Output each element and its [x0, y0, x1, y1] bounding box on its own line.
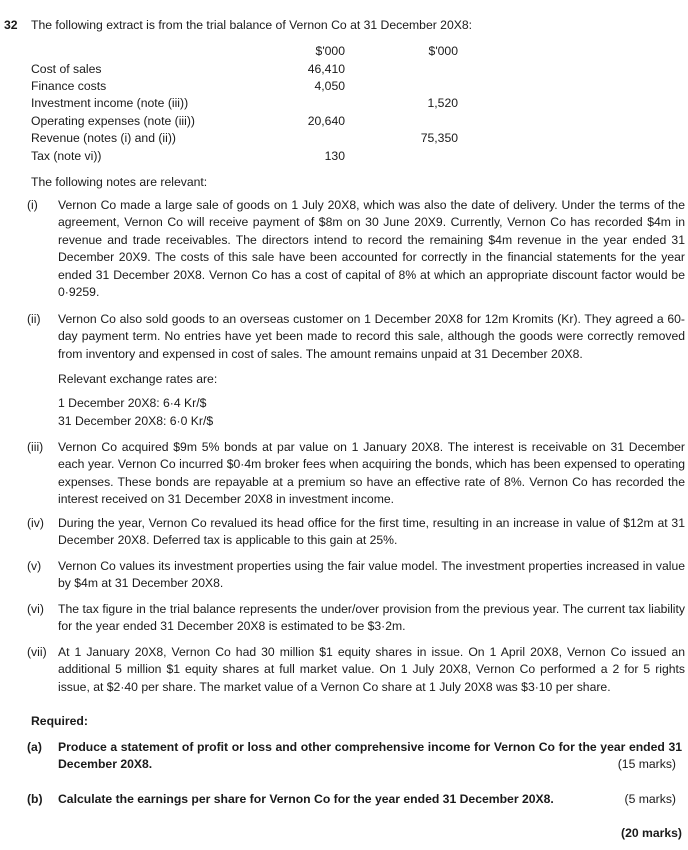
- note-number: (iv): [27, 516, 44, 530]
- exchange-rate: 31 December 20X8: 6·0 Kr/$: [58, 414, 214, 428]
- tb-row-debit: 46,410: [307, 62, 345, 76]
- note-item: [27, 644, 685, 696]
- note-number: (vi): [27, 602, 44, 616]
- note-number: (v): [27, 559, 42, 573]
- tb-row-credit: 75,350: [420, 131, 458, 145]
- note-text: Vernon Co acquired $9m 5% bonds at par value on 1 January 20X8. The interest is receivable on 31 December each year. Vernon Co incurred $0·4m broker fees when acquiring the bonds, which has been expensed to operating expenses. These bonds are repayable at a premium so have an effective rate of 8%. Vernon Co has recorded the interest received on 31 December 20X8 in investment income.: [58, 440, 685, 507]
- required-part-text: Calculate the earnings per share for Vernon Co for the year ended 31 December 20X8.: [58, 792, 554, 806]
- required-heading: Required:: [31, 714, 88, 728]
- required-part: [27, 739, 682, 773]
- tb-row-label: Investment income (note (iii)): [31, 96, 189, 110]
- tb-row-label: Operating expenses (note (iii)): [31, 114, 195, 128]
- required-part-number: (a): [27, 740, 42, 754]
- tb-header-debit: $'000: [315, 44, 345, 58]
- note-number: (ii): [27, 312, 41, 326]
- note-number: (vii): [27, 645, 47, 659]
- note-text: Vernon Co also sold goods to an overseas customer on 1 December 20X8 for 12m Kromits (Kr). They agreed a 60-day payment term. No entries have yet been made to record this sale, although the goods were correctly removed from inventory and expensed in cost of sales. The amount remains unpaid at 31 December 20X8.: [58, 312, 685, 361]
- tb-row-debit: 20,640: [307, 114, 345, 128]
- tb-row-debit: 4,050: [314, 79, 345, 93]
- tb-row-label: Revenue (notes (i) and (ii)): [31, 131, 176, 145]
- note-text: The tax figure in the trial balance represents the under/over provision from the previous year. The current tax liability for the year ended 31 December 20X8 is estimated to be $3·2m.: [58, 602, 685, 634]
- note-text: At 1 January 20X8, Vernon Co had 30 million $1 equity shares in issue. On 1 April 20X8, Vernon Co issued an additional 5 million $1 equity shares at full market value. On 1 July 20X8, Vernon Co performed a 2 for 5 rights issue, at $2·40 per share. The market value of a Vernon Co share at 1 July 20X8 was $3·10 per share.: [58, 645, 685, 694]
- note-item: [27, 439, 685, 509]
- tb-row-label: Cost of sales: [31, 62, 102, 76]
- note-item: [27, 601, 685, 636]
- note-item: [27, 558, 685, 593]
- note-text: During the year, Vernon Co revalued its head office for the first time, resulting in an increase in value of $12m at 31 December 20X8. Deferred tax is applicable to this gain at 25%.: [58, 516, 685, 548]
- question-number: 32: [4, 18, 18, 32]
- required-part: [27, 791, 682, 808]
- note-text: Vernon Co values its investment properties using the fair value model. The investment properties increased in value by $4m at 31 December 20X8.: [58, 559, 685, 591]
- notes-intro: The following notes are relevant:: [31, 175, 208, 189]
- note-number: (iii): [27, 440, 44, 454]
- tb-header-credit: $'000: [428, 44, 458, 58]
- required-part-marks: (5 marks): [624, 792, 676, 806]
- exchange-rate: 1 December 20X8: 6·4 Kr/$: [58, 396, 207, 410]
- question-intro: The following extract is from the trial balance of Vernon Co at 31 December 20X8:: [31, 18, 473, 32]
- total-marks: (20 marks): [621, 826, 682, 840]
- tb-row-credit: 1,520: [427, 96, 458, 110]
- required-part-text: Produce a statement of profit or loss and other comprehensive income for Vernon Co for the year ended 31 December 20X8.: [58, 740, 682, 771]
- note-item: [27, 197, 685, 301]
- required-part-number: (b): [27, 792, 43, 806]
- note-number: (i): [27, 198, 38, 212]
- note-item: [27, 515, 685, 550]
- tb-row-label: Tax (note vi)): [31, 149, 102, 163]
- required-part-marks: (15 marks): [617, 757, 676, 771]
- exchange-rates-heading: Relevant exchange rates are:: [58, 372, 218, 386]
- tb-row-label: Finance costs: [31, 79, 107, 93]
- note-text: Vernon Co made a large sale of goods on 1 July 20X8, which was also the date of delivery. Under the terms of the agreement, Vernon Co will receive payment of $8m on 30 June 20X9. Currently, Vernon Co has recorded $4m in revenue and trade receivables. The directors intend to record the remaining $4m revenue in the year ended 31 December 20X9. The costs of this sale have been accounted for correctly in the financial statements for the year ended 31 December 20X8. Vernon Co has a cost of capital of 8% at which an appropriate discount factor would be 0·9259.: [58, 198, 685, 300]
- tb-row-debit: 130: [324, 149, 345, 163]
- note-item: [27, 311, 685, 363]
